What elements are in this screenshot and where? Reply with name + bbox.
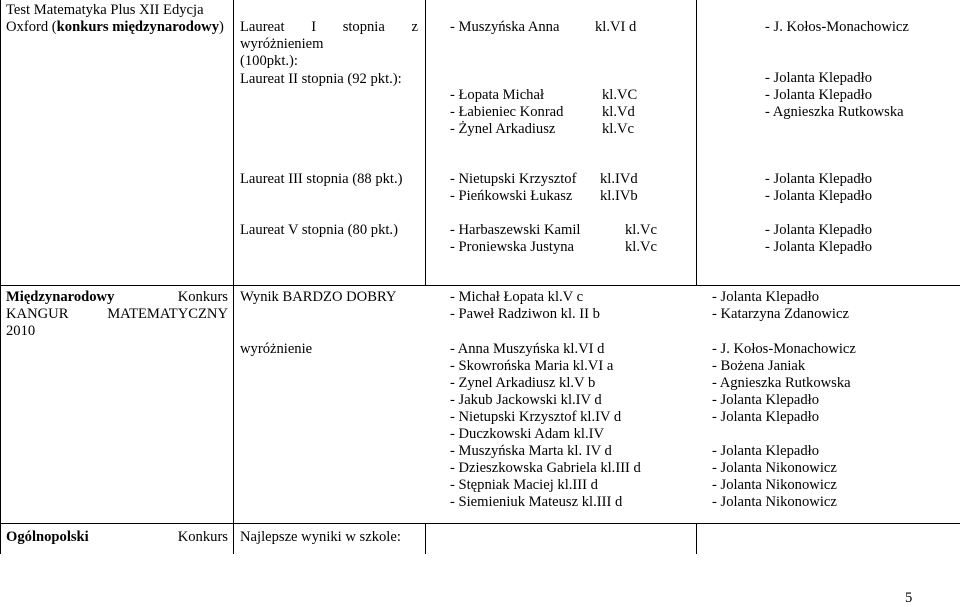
kangur-students-distinction: [450, 341, 641, 511]
national-contest-label: Ogólnopolski Konkurs: [6, 529, 228, 545]
list-item: - Anna Muszyńska kl.VI d: [450, 341, 605, 357]
list-item: - Siemieniuk Mateusz kl.III d: [450, 494, 623, 510]
list-item: - Jolanta Nikonowicz: [712, 494, 837, 510]
list-item: - Duczkowski Adam kl.IV: [450, 426, 605, 442]
result-distinction-label: wyróżnienie: [240, 341, 313, 357]
list-item: - Muszyńska Marta kl. IV d: [450, 443, 612, 459]
winner-row: - Łabieniec Konrad kl.Vd: [450, 104, 635, 120]
list-item: - Jolanta Nikonowicz: [712, 477, 837, 493]
teacher-row: - J. Kołos-Monachowicz: [765, 19, 909, 35]
list-item: - Katarzyna Zdanowicz: [712, 306, 849, 322]
list-item: - Paweł Radziwon kl. II b: [450, 306, 600, 322]
grid-line: [696, 523, 697, 554]
kangur-title: Międzynarodowy Konkurs KANGUR MATEMATYCZNY 2010: [6, 289, 228, 339]
list-item: - Jolanta Klepadło: [712, 392, 819, 408]
grid-line: [425, 0, 426, 285]
list-item: - Jolanta Klepadło: [712, 409, 819, 425]
list-item: - Stępniak Maciej kl.III d: [450, 477, 598, 493]
laureat-5-label: Laureat V stopnia (80 pkt.): [240, 222, 398, 238]
contest-title: [6, 2, 224, 36]
grid-line: [0, 523, 960, 524]
teachers-laureat-5: [765, 222, 872, 256]
winners-laureat-5: [450, 222, 657, 256]
laureat-3-label: Laureat III stopnia (88 pkt.): [240, 171, 403, 187]
list-item: - Michał Łopata kl.V c: [450, 289, 584, 305]
teacher-row: - Jolanta Klepadło: [765, 222, 872, 238]
winner-row: - Harbaszewski Kamil kl.Vc: [450, 222, 658, 238]
winner-row: - Pieńkowski Łukasz kl.IVb: [450, 188, 638, 204]
winner-row: - Proniewska Justyna kl.Vc: [450, 239, 658, 255]
grid-line: [233, 0, 234, 554]
list-item: - J. Kołos-Monachowicz: [712, 341, 856, 357]
list-item: - Jolanta Klepadło: [712, 443, 819, 459]
grid-line: [0, 285, 960, 286]
winner-row: - Żynel Arkadiusz kl.Vc: [450, 121, 635, 137]
grid-line: [425, 523, 426, 554]
kangur-teachers-distinction: [712, 341, 856, 511]
list-item: - Skowrońska Maria kl.VI a: [450, 358, 614, 374]
winner-row: - Nietupski Krzysztof kl.IVd: [450, 171, 638, 187]
best-results-label: Najlepsze wyniki w szkole:: [240, 529, 401, 545]
list-item: - Nietupski Krzysztof kl.IV d: [450, 409, 622, 425]
list-item: - Bożena Janiak: [712, 358, 806, 374]
contest-subtitle: Oxford (konkurs międzynarodowy): [6, 19, 224, 35]
winners-laureat-3: [450, 171, 638, 205]
list-item: - Jolanta Nikonowicz: [712, 460, 837, 476]
teacher-row: - Jolanta Klepadło: [765, 70, 872, 86]
result-very-good-label: Wynik BARDZO DOBRY: [240, 289, 397, 305]
laureat-1-label: Laureat I stopnia z wyróżnieniem (100pkt.):: [240, 19, 418, 69]
list-item: - Agnieszka Rutkowska: [712, 375, 851, 391]
winners-laureat-2: [450, 87, 637, 138]
grid-line: [0, 0, 1, 554]
page-number: 5: [905, 590, 913, 606]
kangur-teachers-very-good: [712, 289, 849, 323]
winner-row: - Łopata Michał kl.VC: [450, 87, 638, 103]
teacher-row: - Jolanta Klepadło: [765, 171, 872, 187]
list-item: - Dzieszkowska Gabriela kl.III d: [450, 460, 641, 476]
contest-name: Test Matematyka Plus XII Edycja: [6, 2, 204, 18]
teachers-laureat-2: [765, 70, 904, 121]
kangur-students-very-good: [450, 289, 600, 323]
teachers-laureat-3: [765, 171, 872, 205]
teacher-row: - Agnieszka Rutkowska: [765, 104, 904, 120]
list-item: - Jolanta Klepadło: [712, 289, 819, 305]
grid-line: [696, 0, 697, 285]
laureat-2-label: Laureat II stopnia (92 pkt.):: [240, 71, 402, 87]
teacher-row: - Jolanta Klepadło: [765, 239, 872, 255]
list-item: - Jakub Jackowski kl.IV d: [450, 392, 602, 408]
list-item: - Zynel Arkadiusz kl.V b: [450, 375, 596, 391]
winner-row: - Muszyńska Anna kl.VI d: [450, 19, 637, 35]
teacher-row: - Jolanta Klepadło: [765, 188, 872, 204]
teacher-row: - Jolanta Klepadło: [765, 87, 872, 103]
